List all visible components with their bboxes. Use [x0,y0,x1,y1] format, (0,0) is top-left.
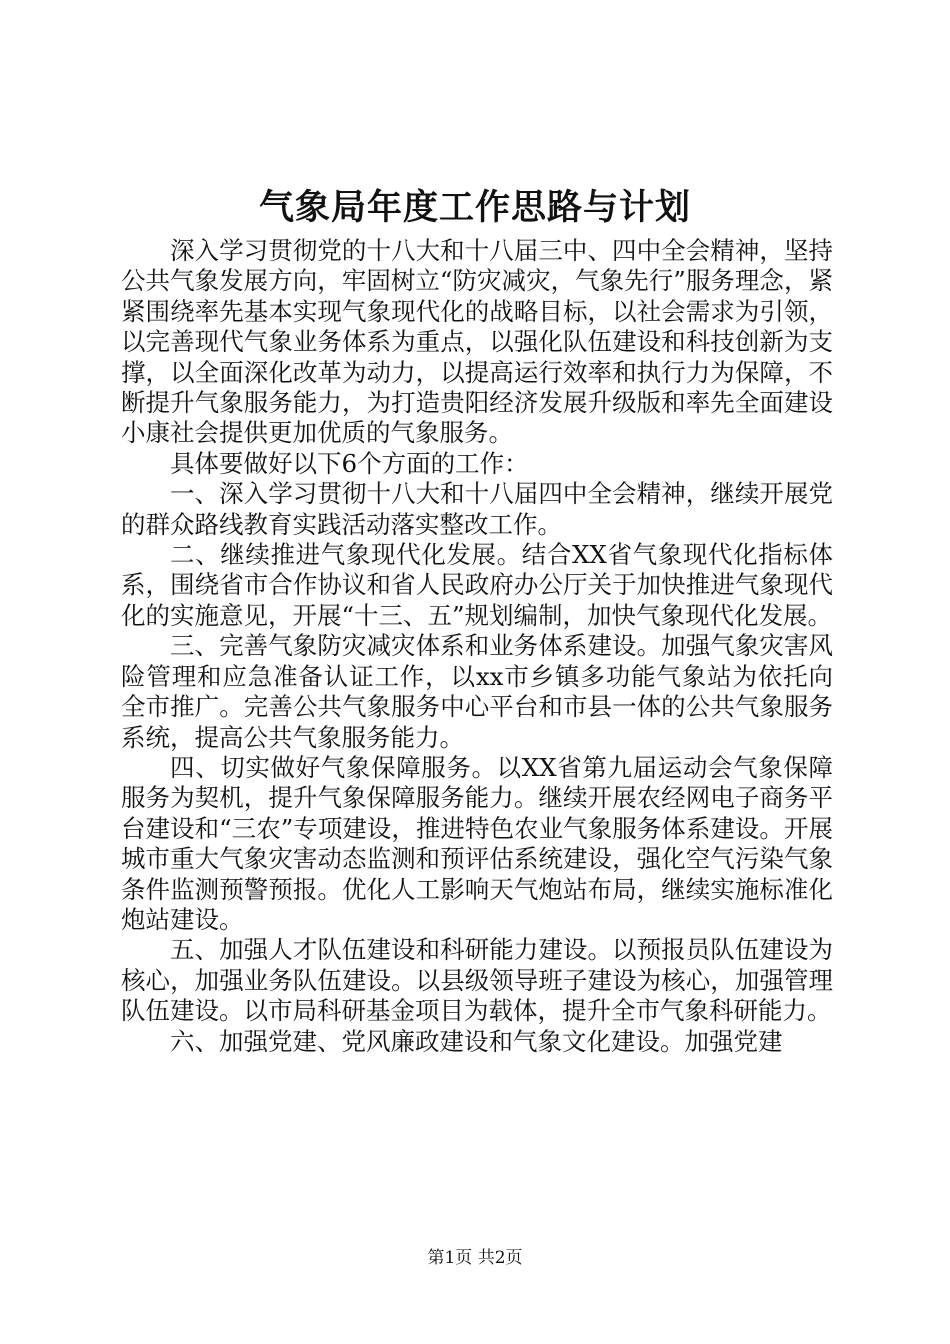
paragraph-item-3: 三、完善气象防灾减灾体系和业务体系建设。加强气象灾害风险管理和应急准备认证工作，以xx市乡镇多功能气象站为依托向全市推广。完善公共气象服务中心平台和市县一体的公共气象服务系统，提高公共气象服务能力。 [121,631,833,752]
paragraph-overview: 具体要做好以下6个方面的工作： [170,448,529,478]
paragraph-item-6: 六、加强党建、党风廉政建设和气象文化建设。加强党建 [170,1026,783,1056]
document-body [121,236,833,1057]
paragraph-item-4: 四、切实做好气象保障服务。以XX省第九届运动会气象保障服务为契机，提升气象保障服务能力。继续开展农经网电子商务平台建设和“三农”专项建设，推进特色农业气象服务体系建设。开展城市重大气象灾害动态监测和预评估系统建设，强化空气污染气象条件监测预警预报。优化人工影响天气炮站布局，继续实施标准化炮站建设。 [121,752,833,934]
paragraph-item-1: 一、深入学习贯彻十八大和十八届四中全会精神，继续开展党的群众路线教育实践活动落实整改工作。 [121,479,833,539]
paragraph-intro: 深入学习贯彻党的十八大和十八届三中、四中全会精神，坚持公共气象发展方向，牢固树立“防灾减灾，气象先行”服务理念，紧紧围绕率先基本实现气象现代化的战略目标，以社会需求为引领，以完善现代气象业务体系为重点，以强化队伍建设和科技创新为支撑，以全面深化改革为动力，以提高运行效率和执行力为保障，不断提升气象服务能力，为打造贵阳经济发展升级版和率先全面建设小康社会提供更加优质的气象服务。 [121,236,833,448]
document-title: 气象局年度工作思路与计划 [258,187,691,228]
paragraph-item-2: 二、继续推进气象现代化发展。结合XX省气象现代化指标体系，围绕省市合作协议和省人民政府办公厅关于加快推进气象现代化的实施意见，开展“十三、五”规划编制，加快气象现代化发展。 [121,540,833,630]
page-footer: 第1页 共2页 [427,1248,523,1268]
paragraph-item-5: 五、加强人才队伍建设和科研能力建设。以预报员队伍建设为核心，加强业务队伍建设。以县级领导班子建设为核心，加强管理队伍建设。以市局科研基金项目为载体，提升全市气象科研能力。 [121,935,833,1026]
